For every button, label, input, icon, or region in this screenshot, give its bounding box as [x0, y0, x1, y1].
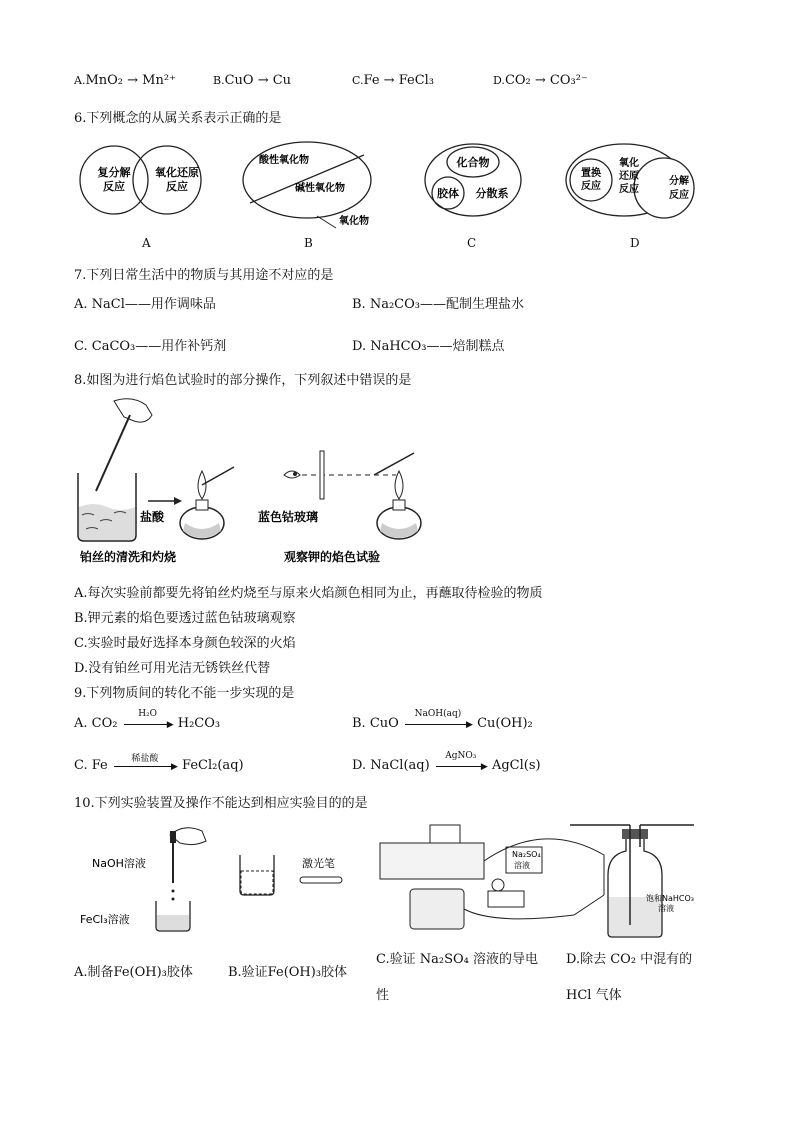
q9-option-d: D. NaCl(aq) AgNO₃ ▶ AgCl(s) — [352, 750, 541, 773]
q10-option-a: A.制备Fe(OH)₃胶体 — [74, 965, 193, 980]
q10-figure-a — [80, 828, 206, 931]
svg-text:氧化物: 氧化物 — [339, 216, 369, 227]
svg-text:还原: 还原 — [619, 171, 639, 182]
svg-text:化合物: 化合物 — [456, 156, 490, 169]
q6-diagram-c — [425, 144, 521, 216]
q10-option-b: B.验证Fe(OH)₃胶体 — [228, 965, 348, 980]
svg-text:NaOH溶液: NaOH溶液 — [92, 857, 146, 870]
svg-text:饱和NaHCO₃: 饱和NaHCO₃ — [646, 894, 694, 903]
svg-text:激光笔: 激光笔 — [302, 857, 335, 870]
q7-option-c: C. CaCO₃——用作补钙剂 — [74, 339, 227, 354]
q8-option-a: A.每次实验前都要先将铂丝灼烧至与原来火焰颜色相同为止，再蘸取待检验的物质 — [74, 586, 543, 601]
q9-option-a: A. CO₂ H₂O ▶ H₂CO₃ — [74, 708, 221, 731]
q9-stem: 9.下列物质间的转化不能一步实现的是 — [74, 686, 295, 701]
svg-text:氧化还原: 氧化还原 — [155, 166, 199, 179]
q10-figure-b — [240, 855, 342, 895]
svg-text:反应: 反应 — [669, 190, 689, 201]
q7-option-b: B. Na₂CO₃——配制生理盐水 — [352, 297, 524, 312]
q10-figure-c — [380, 825, 604, 929]
q6-label-d: D — [630, 236, 640, 250]
q6-diagrams — [74, 138, 714, 258]
q10-figures — [74, 815, 714, 940]
q8-acid-label: 盐酸 — [140, 510, 165, 524]
q10-option-c-line1: C.验证 Na₂SO₄ 溶液的导电 — [376, 952, 538, 967]
q9-option-b: B. CuO NaOH(aq) ▶ Cu(OH)₂ — [352, 708, 533, 731]
q8-option-d: D.没有铂丝可用光洁无锈铁丝代替 — [74, 661, 271, 676]
q8-right-caption: 观察钾的焰色试验 — [284, 550, 381, 564]
q10-option-c-line2: 性 — [376, 988, 390, 1003]
q6-diagram-a — [80, 146, 201, 214]
svg-text:反应: 反应 — [166, 180, 188, 193]
svg-text:Na₂SO₄: Na₂SO₄ — [512, 850, 541, 859]
q6-stem: 6.下列概念的从属关系表示正确的是 — [74, 111, 282, 126]
svg-text:FeCl₃溶液: FeCl₃溶液 — [80, 913, 130, 926]
q7-stem: 7.下列日常生活中的物质与其用途不对应的是 — [74, 268, 334, 283]
svg-text:溶液: 溶液 — [658, 904, 674, 913]
q5-option-c: C.Fe → FeCl₃ — [352, 73, 435, 88]
svg-text:置换: 置换 — [581, 168, 601, 179]
q8-option-b: B.钾元素的焰色要透过蓝色钴玻璃观察 — [74, 611, 296, 626]
svg-text:碱性氧化物: 碱性氧化物 — [295, 183, 345, 194]
q8-stem: 8.如图为进行焰色试验时的部分操作，下列叙述中错误的是 — [74, 373, 412, 388]
q6-label-c: C — [467, 236, 477, 250]
svg-text:反应: 反应 — [619, 184, 639, 195]
svg-text:复分解: 复分解 — [97, 166, 131, 179]
svg-text:分散系: 分散系 — [475, 187, 509, 200]
q5-option-d: D.CO₂ → CO₃²⁻ — [493, 73, 588, 88]
q5-option-b: B.CuO → Cu — [213, 73, 292, 88]
q8-glass-label: 蓝色钴玻璃 — [258, 510, 319, 524]
q6-diagram-b — [243, 142, 371, 228]
q10-option-d-line2: HCl 气体 — [566, 988, 622, 1003]
q6-diagram-d — [566, 144, 694, 218]
svg-text:酸性氧化物: 酸性氧化物 — [259, 155, 309, 166]
svg-text:溶液: 溶液 — [514, 861, 530, 870]
svg-text:分解: 分解 — [669, 176, 689, 187]
q9-option-c: C. Fe 稀盐酸 ▶ FeCl₂(aq) — [74, 753, 244, 773]
q8-left-caption: 铂丝的清洗和灼烧 — [80, 550, 177, 564]
svg-text:氧化: 氧化 — [619, 158, 639, 169]
q5-option-a: A.MnO₂ → Mn²⁺ — [74, 73, 176, 88]
q7-option-a: A. NaCl——用作调味品 — [74, 297, 216, 312]
q10-option-d-line1: D.除去 CO₂ 中混有的 — [566, 952, 693, 967]
q6-label-b: B — [304, 236, 313, 250]
q10-figure-d — [570, 825, 694, 937]
q7-option-d: D. NaHCO₃——焙制糕点 — [352, 339, 505, 354]
q6-label-a: A — [142, 236, 151, 250]
q8-figure — [74, 395, 424, 570]
q10-stem: 10.下列实验装置及操作不能达到相应实验目的的是 — [74, 796, 368, 811]
svg-text:反应: 反应 — [103, 180, 125, 193]
svg-text:胶体: 胶体 — [437, 187, 459, 200]
svg-text:反应: 反应 — [581, 181, 601, 192]
q8-option-c: C.实验时最好选择本身颜色较深的火焰 — [74, 636, 296, 651]
